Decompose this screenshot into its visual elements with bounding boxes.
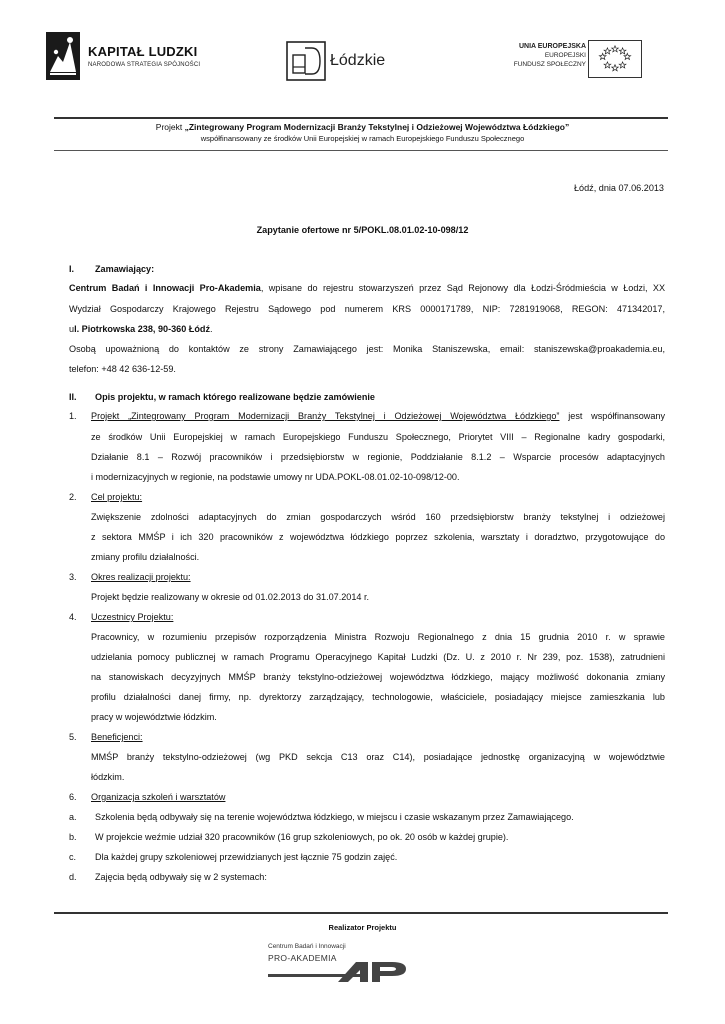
pro-akademia-line-2: PRO-AKADEMIA xyxy=(268,953,337,963)
efs-line1: EUROPEJSKI xyxy=(544,52,586,59)
section-1-heading: Zamawiający: xyxy=(95,264,155,274)
page-header xyxy=(0,0,725,115)
item-4-line-1: Pracownicy, w rozumieniu przepisów rozporządzenia Ministra Rozwoju Regionalnego z dnia 15 grudnia 2010 r. w sprawie xyxy=(91,632,665,642)
item-1-line-4: i modernizacyjnych w regionie, na podstawie umowy nr UDA.POKL-08.01.02-10-098/12-00. xyxy=(91,472,460,482)
project-prefix: Projekt xyxy=(155,122,185,132)
subitem-c-letter: c. xyxy=(69,852,77,862)
item-4-line-5: pracy w województwie łódzkim. xyxy=(91,712,217,722)
subitem-b-letter: b. xyxy=(69,832,77,842)
kapital-ludzki-title: KAPITAŁ LUDZKI xyxy=(88,44,198,59)
subitem-c-text: Dla każdej grupy szkoleniowej przewidzianych jest łącznie 75 godzin zajęć. xyxy=(95,852,398,862)
kapital-ludzki-emblem-icon xyxy=(46,32,80,80)
lodzkie-name: Łódzkie xyxy=(330,52,386,69)
header-divider-thin xyxy=(54,150,668,151)
item-4-line-3: na stanowiskach decyzyjnych MMŚP branży tekstylno-odzieżowej województwa łódzkiego, mający możliwość dokonania zmiany xyxy=(91,672,665,682)
item-3-number: 3. xyxy=(69,572,77,582)
subitem-d-letter: d. xyxy=(69,872,77,882)
ue-name: UNIA EUROPEJSKA xyxy=(518,43,586,50)
kapital-ludzki-logo xyxy=(46,32,216,82)
document-date: Łódź, dnia 07.06.2013 xyxy=(573,183,664,193)
item-2-line-3: zmiany profilu działalności. xyxy=(91,552,200,562)
footer-divider xyxy=(54,912,668,914)
document-title: Zapytanie ofertowe nr 5/POKL.08.01.02-10-098/12 xyxy=(256,225,469,235)
subitem-b-text: W projekcie weźmie udział 320 pracowników (16 grup szkoleniowych, po ok. 20 osób w każdej grupie). xyxy=(95,832,509,842)
address-suffix: . xyxy=(210,324,213,334)
cofinance-note: współfinansowany ze środków Unii Europejskiej w ramach Europejskiego Funduszu Społecznego xyxy=(200,134,525,143)
project-name: „Zintegrowany Program Modernizacji Branży Tekstylnej i Odzieżowej Województwa Łódzkiego” xyxy=(184,122,570,132)
item-4-line-4: profilu działalności danej firmy, np. dyrektorzy zarządzający, technologowie, właściciele, posiadający miejsce zamieszkania lub xyxy=(91,692,665,702)
item-2-number: 2. xyxy=(69,492,77,502)
section-1-line-2: Wydział Gospodarczy Krajowego Rejestru Sądowego pod numerem KRS 0000171789, NIP: 7281919068, REGON: 471342017, xyxy=(69,304,665,314)
item-1-line-1-rest: jest współfinansowany xyxy=(559,411,665,421)
eu-flag-icon xyxy=(588,40,642,78)
item-2-heading: Cel projektu: xyxy=(91,492,143,502)
pro-akademia-logo xyxy=(268,940,410,982)
efs-line2: FUNDUSZ SPOŁECZNY xyxy=(513,61,586,68)
footer-title: Realizator Projektu xyxy=(328,923,397,932)
item-6-number: 6. xyxy=(69,792,77,802)
item-1-line-3: Działanie 8.1 – Rozwój pracowników i przedsiębiorstw w regionie, Poddziałanie 8.1.2 – Wsparcie procesów adaptacyjnych xyxy=(91,452,665,462)
item-1-line-2: ze środków Unii Europejskiej w ramach Europejskiego Funduszu Społecznego, Priorytet VIII – Regionalne kadry gospodarki, xyxy=(91,432,665,442)
lodzkie-logo xyxy=(286,41,416,83)
header-divider xyxy=(54,117,668,119)
address-prefix: u xyxy=(69,324,75,334)
project-banner xyxy=(0,122,725,132)
section-1-line-4: Osobą upoważnioną do kontaktów ze strony Zamawiającego jest: Monika Staniszewska, email: staniszewska@proakademia.eu, xyxy=(69,344,665,354)
contractor-name: Centrum Badań i Innowacji Pro-Akademia xyxy=(69,283,261,293)
section-1-line-1 xyxy=(69,282,665,294)
section-1-line-5: telefon: +48 42 636-12-59. xyxy=(69,364,176,374)
pro-akademia-mark-icon xyxy=(268,962,410,982)
subitem-a-text: Szkolenia będą odbywały się na terenie województwa łódzkiego, w miejscu i czasie wskazanym przez Zamawiającego. xyxy=(95,812,574,822)
item-4-heading: Uczestnicy Projektu: xyxy=(91,612,174,622)
ue-efs-logo xyxy=(490,40,660,82)
item-3-heading: Okres realizacji projektu: xyxy=(91,572,191,582)
section-1-line-1-rest: , wpisane do rejestru stowarzyszeń przez Sąd Rejonowy dla Łodzi-Śródmieścia w Łodzi, XX xyxy=(260,283,666,293)
section-2-heading: Opis projektu, w ramach którego realizowane będzie zamówienie xyxy=(95,392,375,402)
section-1-number: I. xyxy=(69,264,75,274)
item-6-heading: Organizacja szkoleń i warsztatów xyxy=(91,792,226,802)
item-2-line-1: Zwiększenie zdolności adaptacyjnych do zmian gospodarczych wśród 160 przedsiębiorstw branży tekstylnej i odzieżowej xyxy=(91,512,665,522)
ue-efs-text xyxy=(514,42,586,69)
contractor-address: l. Piotrkowska 238, 90-360 Łódź xyxy=(74,324,211,334)
item-4-number: 4. xyxy=(69,612,77,622)
lodzkie-emblem-icon xyxy=(286,41,326,81)
pro-akademia-line-1: Centrum Badań i Innowacji xyxy=(268,943,346,950)
item-1-project-link: Projekt „Zintegrowany Program Modernizacji Branży Tekstylnej i Odzieżowej Województwa Łódzkiego” xyxy=(91,411,560,421)
item-5-line-1: MMŚP branży tekstylno-odzieżowej (wg PKD sekcja C13 oraz C14), posiadające jednostkę organizacyjną w województwie xyxy=(91,752,665,762)
item-4-line-2: udzielania pomocy publicznej w ramach Programu Operacyjnego Kapitał Ludzki (Dz. U. z 2010 r. Nr 239, poz. 1538), zatrudnieni xyxy=(91,652,665,662)
item-5-number: 5. xyxy=(69,732,77,742)
item-1-line-1 xyxy=(91,410,665,422)
item-1-number: 1. xyxy=(69,411,77,421)
item-5-line-2: łódzkim. xyxy=(91,772,125,782)
subitem-a-letter: a. xyxy=(69,812,77,822)
subitem-d-text: Zajęcia będą odbywały się w 2 systemach: xyxy=(95,872,267,882)
kapital-ludzki-subtitle: NARODOWA STRATEGIA SPÓJNOŚCI xyxy=(88,62,201,68)
item-2-line-2: z sektora MMŚP i ich 320 pracowników z województwa łódzkiego poprzez szkolenia, warsztaty i doradztwo, przygotowujące do xyxy=(91,532,665,542)
section-1-line-3 xyxy=(69,323,213,335)
item-3-line-1: Projekt będzie realizowany w okresie od 01.02.2013 do 31.07.2014 r. xyxy=(91,592,370,602)
item-5-heading: Beneficjenci: xyxy=(91,732,143,742)
section-2-number: II. xyxy=(69,392,77,402)
